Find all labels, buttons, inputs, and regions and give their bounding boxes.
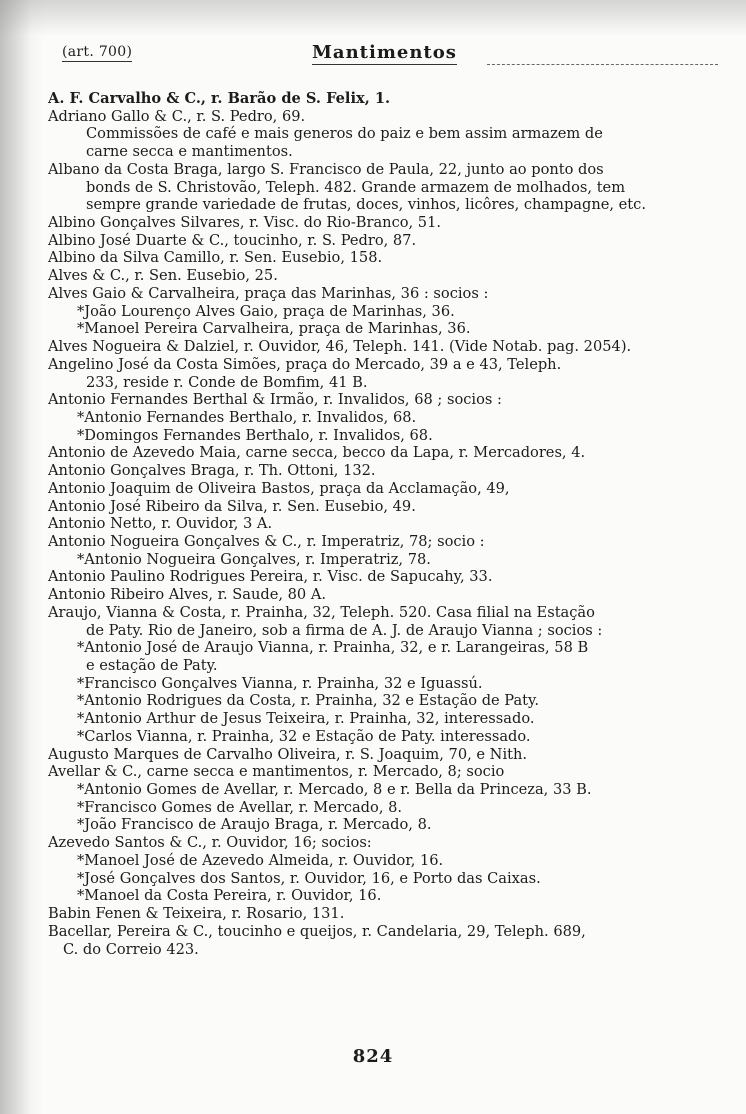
directory-line: Antonio Paulino Rodrigues Pereira, r. Visc. de Sapucahy, 33. [48, 568, 493, 586]
directory-line: Alves Gaio & Carvalheira, praça das Marinhas, 36 : socios : [48, 284, 489, 302]
directory-line: Antonio José Ribeiro da Silva, r. Sen. Eusebio, 49. [48, 497, 416, 515]
page-number: 824 [352, 1046, 394, 1067]
directory-entries [48, 90, 736, 958]
directory-line: *Carlos Vianna, r. Prainha, 32 e Estação de Paty. interessado. [77, 727, 531, 745]
directory-line: *Francisco Gonçalves Vianna, r. Prainha, 32 e Iguassú. [77, 674, 483, 692]
directory-line: Araujo, Vianna & Costa, r. Prainha, 32, Teleph. 520. Casa filial na Estação [48, 603, 595, 621]
page-header [62, 44, 718, 66]
directory-line: Angelino José da Costa Simões, praça do Mercado, 39 a e 43, Teleph. [48, 355, 562, 373]
directory-line: Antonio de Azevedo Maia, carne secca, becco da Lapa, r. Mercadores, 4. [48, 444, 586, 462]
directory-line: *José Gonçalves dos Santos, r. Ouvidor, 16, e Porto das Caixas. [77, 869, 541, 887]
directory-line: *João Lourenço Alves Gaio, praça de Marinhas, 36. [77, 302, 455, 320]
directory-line: *Francisco Gomes de Avellar, r. Mercado, 8. [77, 798, 403, 816]
directory-line: Bacellar, Pereira & C., toucinho e queijos, r. Candelaria, 29, Teleph. 689, [48, 922, 586, 940]
directory-line: *Antonio José de Araujo Vianna, r. Prainha, 32, e r. Larangeiras, 58 B [77, 639, 589, 657]
directory-line: *Domingos Fernandes Berthalo, r. Invalidos, 68. [77, 426, 433, 444]
page-edge-shadow [0, 0, 44, 1114]
directory-line: Antonio Fernandes Berthal & Irmão, r. Invalidos, 68 ; socios : [48, 391, 502, 409]
page-top-shadow [0, 0, 746, 36]
directory-line: Adriano Gallo & C., r. S. Pedro, 69. [48, 107, 306, 125]
directory-line: C. do Correio 423. [63, 940, 199, 958]
directory-line: Antonio Joaquim de Oliveira Bastos, praça da Acclamação, 49, [48, 479, 510, 497]
directory-line: Antonio Gonçalves Braga, r. Th. Ottoni, 132. [48, 462, 376, 480]
directory-line: *João Francisco de Araujo Braga, r. Mercado, 8. [77, 816, 432, 834]
directory-line: Albino da Silva Camillo, r. Sen. Eusebio, 158. [48, 249, 383, 267]
directory-line: Augusto Marques de Carvalho Oliveira, r. S. Joaquim, 70, e Nith. [48, 745, 528, 763]
directory-line: *Manoel Pereira Carvalheira, praça de Marinhas, 36. [77, 320, 471, 338]
directory-line: *Antonio Nogueira Gonçalves, r. Imperatriz, 78. [77, 550, 431, 568]
directory-line: Alves Nogueira & Dalziel, r. Ouvidor, 46, Teleph. 141. (Vide Notab. pag. 2054). [48, 338, 632, 356]
directory-line: Albino José Duarte & C., toucinho, r. S. Pedro, 87. [48, 231, 417, 249]
directory-line: Antonio Ribeiro Alves, r. Saude, 80 A. [48, 586, 327, 604]
page-title: Mantimentos [312, 42, 457, 63]
directory-line: Albino Gonçalves Silvares, r. Visc. do Rio-Branco, 51. [48, 214, 442, 232]
directory-line: Antonio Netto, r. Ouvidor, 3 A. [48, 515, 273, 533]
directory-line: de Paty. Rio de Janeiro, sob a firma de A. J. de Araujo Vianna ; socios : [86, 621, 603, 639]
directory-line: Babin Fenen & Teixeira, r. Rosario, 131. [48, 905, 345, 923]
directory-line: bonds de S. Christovão, Teleph. 482. Grande armazem de molhados, tem [86, 178, 626, 196]
directory-line: *Antonio Gomes de Avellar, r. Mercado, 8 e r. Bella da Princeza, 33 B. [77, 781, 592, 799]
directory-line: *Antonio Arthur de Jesus Teixeira, r. Prainha, 32, interessado. [77, 710, 535, 728]
directory-line: A. F. Carvalho & C., r. Barão de S. Felix, 1. [48, 90, 391, 107]
directory-line: e estação de Paty. [86, 657, 218, 674]
directory-line: Commissões de café e mais generos do paiz e bem assim armazem de [86, 125, 603, 143]
directory-line: carne secca e mantimentos. [86, 143, 293, 161]
directory-line: sempre grande variedade de frutas, doces, vinhos, licôres, champagne, etc. [86, 196, 646, 214]
directory-line: Albano da Costa Braga, largo S. Francisco de Paula, 22, junto ao ponto dos [48, 160, 604, 178]
header-rule [487, 64, 718, 65]
directory-line: Azevedo Santos & C., r. Ouvidor, 16; socios: [48, 834, 372, 852]
directory-line: Alves & C., r. Sen. Eusebio, 25. [48, 267, 278, 285]
article-reference: (art. 700) [62, 44, 133, 60]
directory-line: *Antonio Fernandes Berthalo, r. Invalidos, 68. [77, 408, 417, 426]
directory-line: *Antonio Rodrigues da Costa, r. Prainha, 32 e Estação de Paty. [77, 692, 539, 710]
directory-line: *Manoel da Costa Pereira, r. Ouvidor, 16. [77, 887, 382, 905]
directory-line: Avellar & C., carne secca e mantimentos, r. Mercado, 8; socio [48, 763, 505, 781]
directory-line: *Manoel José de Azevedo Almeida, r. Ouvidor, 16. [77, 851, 444, 869]
directory-line: Antonio Nogueira Gonçalves & C., r. Imperatriz, 78; socio : [48, 532, 485, 550]
directory-line: 233, reside r. Conde de Bomfim, 41 B. [86, 373, 368, 391]
